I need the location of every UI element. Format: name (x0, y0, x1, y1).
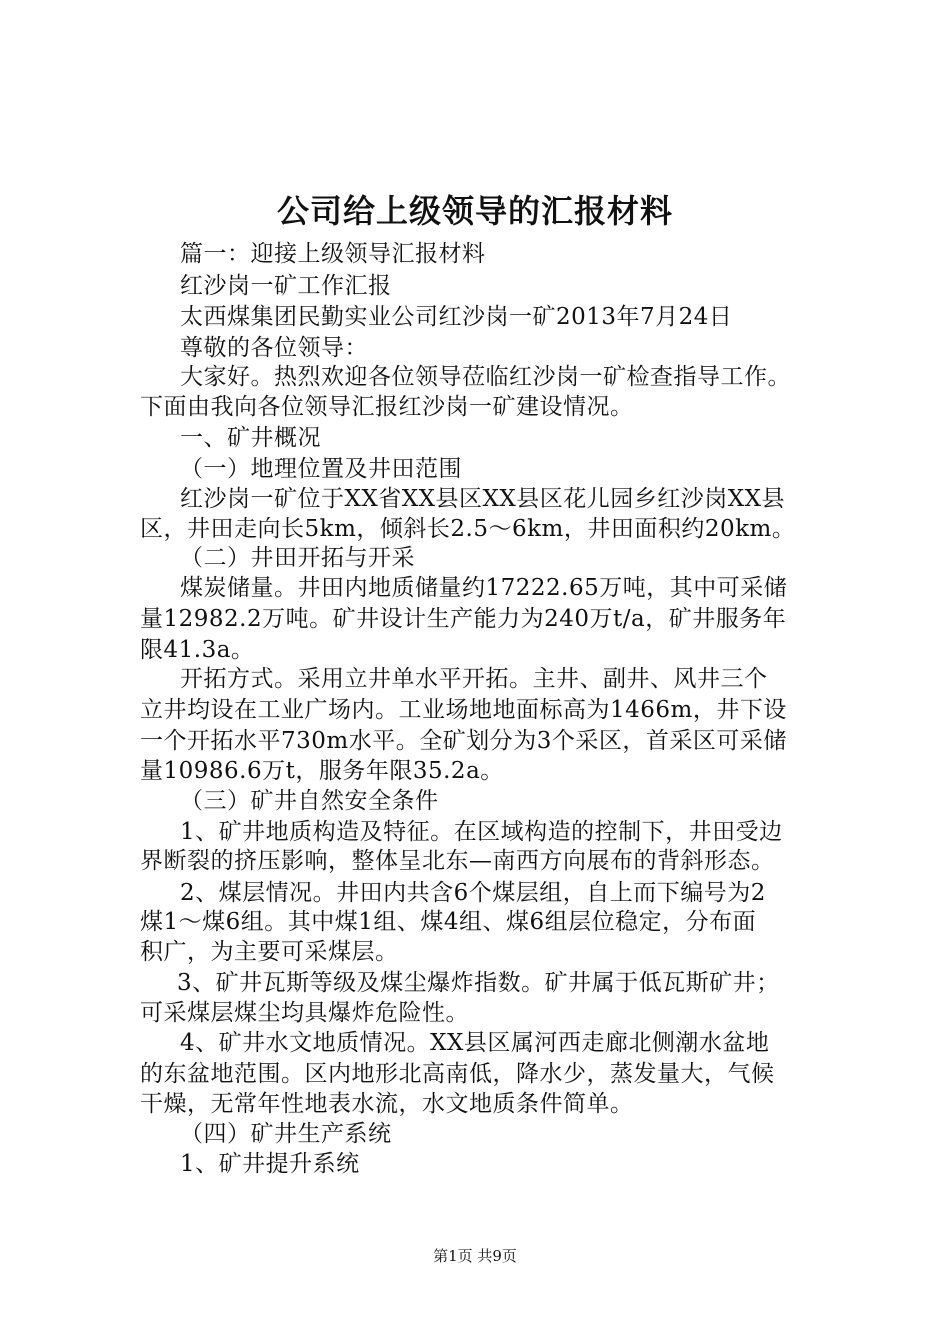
body-line: 红沙岗一矿位于XX省XX县区XX县区花儿园乡红沙岗XX县 (180, 486, 785, 512)
body-line: （四）矿井生产系统 (180, 1121, 392, 1147)
body-line: 量12982.2万吨。矿井设计生产能力为240万t/a，矿井服务年 (140, 606, 787, 632)
document-title: 公司给上级领导的汇报材料 (276, 192, 673, 230)
body-line: 尊敬的各位领导： (180, 335, 368, 361)
body-line: 煤炭储量。井田内地质储量约17222.65万吨，其中可采储 (180, 575, 788, 601)
body-line: 立井均设在工业广场内。工业场地地面标高为1466m，井下设 (140, 697, 787, 723)
body-line: 1、矿井提升系统 (180, 1151, 360, 1177)
body-line: 可采煤层煤尘均具爆炸危险性。 (140, 1000, 469, 1026)
body-line: 干燥，无常年性地表水流，水文地质条件简单。 (140, 1091, 634, 1117)
body-line: 积广，为主要可采煤层。 (140, 939, 399, 965)
body-line: 2、煤层情况。井田内共含6个煤层组，自上而下编号为2 (180, 880, 766, 906)
body-line: 1、矿井地质构造及特征。在区域构造的控制下，井田受边 (180, 819, 783, 845)
body-line: 太西煤集团民勤实业公司红沙岗一矿2013年7月24日 (180, 304, 733, 330)
body-line: 煤1～煤6组。其中煤1组、煤4组、煤6组层位稳定，分布面 (140, 909, 757, 935)
body-line: 一个开拓水平730m水平。全矿划分为3个采区，首采区可采储 (140, 728, 787, 754)
page-footer: 第1页 共9页 (433, 1247, 517, 1265)
body-line: （一）地理位置及井田范围 (180, 456, 462, 482)
body-line: 一、矿井概况 (180, 425, 321, 451)
body-line: 区，井田走向长5km，倾斜长2.5～6km，井田面积约20km。 (140, 516, 796, 542)
body-line: 篇一：迎接上级领导汇报材料 (180, 241, 486, 267)
body-line: 开拓方式。采用立井单水平开拓。主井、副井、风井三个 (180, 666, 768, 692)
body-line: 红沙岗一矿工作汇报 (180, 273, 392, 299)
body-line: 限41.3a。 (140, 637, 255, 663)
body-line: 4、矿井水文地质情况。XX县区属河西走廊北侧潮水盆地 (180, 1030, 770, 1056)
body-line: 3、矿井瓦斯等级及煤尘爆炸指数。矿井属于低瓦斯矿井； (177, 970, 780, 996)
body-line: 大家好。热烈欢迎各位领导莅临红沙岗一矿检查指导工作。 (180, 364, 791, 390)
body-line: 的东盆地范围。区内地形北高南低，降水少，蒸发量大，气候 (140, 1061, 775, 1087)
body-line: （三）矿井自然安全条件 (180, 788, 439, 814)
body-line: （二）井田开拓与开采 (180, 545, 415, 571)
body-line: 下面由我向各位领导汇报红沙岗一矿建设情况。 (140, 394, 634, 420)
body-line: 界断裂的挤压影响，整体呈北东—南西方向展布的背斜形态。 (140, 848, 775, 874)
body-line: 量10986.6万t，服务年限35.2a。 (140, 758, 504, 784)
